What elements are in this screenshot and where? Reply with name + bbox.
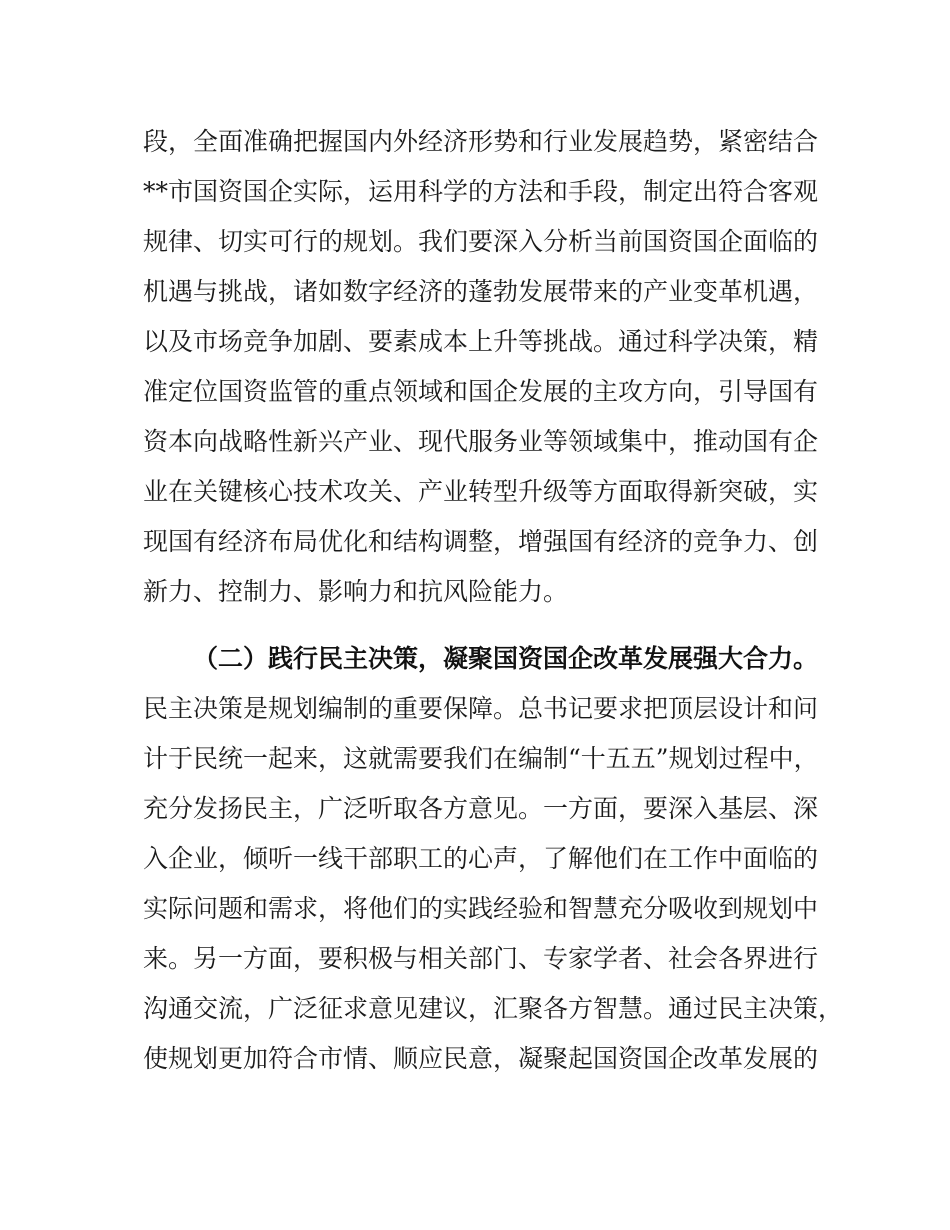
paragraph-2-line-2: 计于民统一起来，这就需要我们在编制“十五五”规划过程中， xyxy=(143,744,819,773)
paragraph-2-line-5: 实际问题和需求，将他们的实践经验和智慧充分吸收到规划中 xyxy=(143,894,819,923)
paragraph-1-line-6: 准定位国资监管的重点领域和国企发展的主攻方向，引导国有 xyxy=(143,377,819,406)
paragraph-2-line-1: 民主决策是规划编制的重要保障。总书记要求把顶层设计和问 xyxy=(143,694,819,723)
paragraph-1-line-4: 机遇与挑战，诸如数字经济的蓬勃发展带来的产业变革机遇， xyxy=(143,277,819,306)
paragraph-1-line-3: 规律、切实可行的规划。我们要深入分析当前国资国企面临的 xyxy=(143,227,819,256)
section-heading: （二）践行民主决策，凝聚国资国企改革发展强大合力。 xyxy=(193,644,819,673)
paragraph-1-line-9: 现国有经济布局优化和结构调整，增强国有经济的竞争力、创 xyxy=(143,527,819,556)
paragraph-1-line-8: 业在关键核心技术攻关、产业转型升级等方面取得新突破，实 xyxy=(143,477,819,506)
paragraph-1-line-1: 段，全面准确把握国内外经济形势和行业发展趋势，紧密结合 xyxy=(143,127,819,156)
paragraph-2-line-7: 沟通交流，广泛征求意见建议，汇聚各方智慧。通过民主决策， xyxy=(143,994,844,1023)
paragraph-1-line-10: 新力、控制力、影响力和抗风险能力。 xyxy=(143,577,569,606)
paragraph-1-line-5: 以及市场竞争加剧、要素成本上升等挑战。通过科学决策，精 xyxy=(143,327,819,356)
paragraph-2-line-6: 来。另一方面，要积极与相关部门、专家学者、社会各界进行 xyxy=(143,944,819,973)
paragraph-2-line-4: 入企业，倾听一线干部职工的心声，了解他们在工作中面临的 xyxy=(143,844,819,873)
paragraph-1-line-2: **市国资国企实际，运用科学的方法和手段，制定出符合客观 xyxy=(143,177,819,206)
paragraph-1-line-7: 资本向战略性新兴产业、现代服务业等领域集中，推动国有企 xyxy=(143,427,819,456)
paragraph-2-line-3: 充分发扬民主，广泛听取各方意见。一方面，要深入基层、深 xyxy=(143,794,819,823)
paragraph-2-line-8: 使规划更加符合市情、顺应民意，凝聚起国资国企改革发展的 xyxy=(143,1044,819,1073)
